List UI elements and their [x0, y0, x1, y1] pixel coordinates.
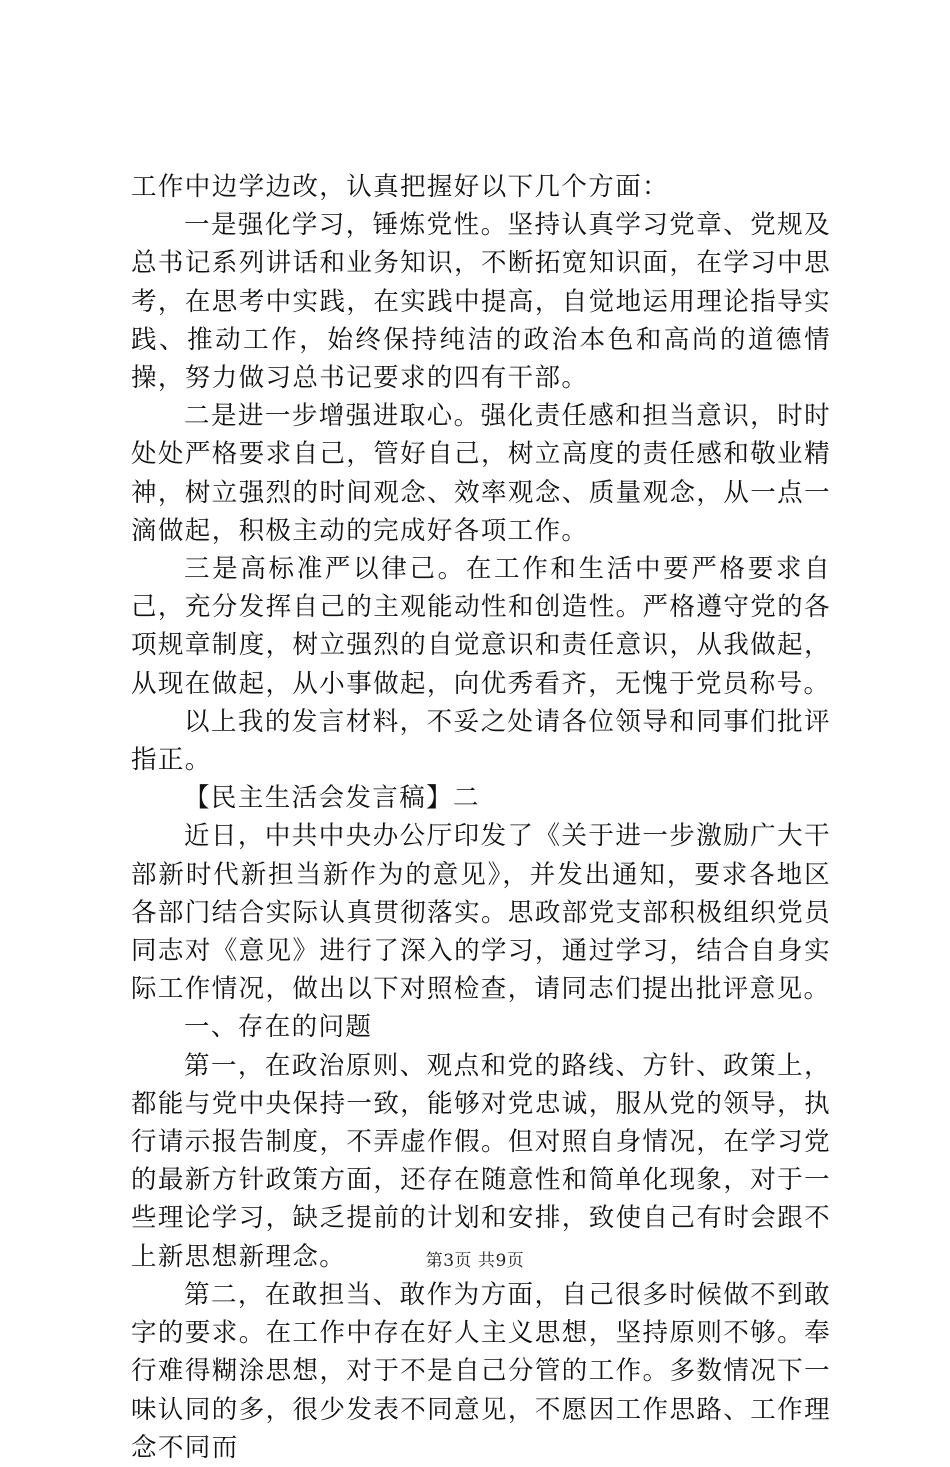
subheading-problems: 一、存在的问题 [184, 1012, 373, 1043]
paragraph-5: 以上我的发言材料，不妥之处请各位领导和同事们批评指正。 [131, 706, 831, 776]
paragraph-8: 第二，在敢担当、敢作为方面，自己很多时候做不到敢字的要求。在工作中存在好人主义思想，坚持原则不够。奉行难得糊涂思想，对于不是自己分管的工作。多数情况下一味认同的多，很少发表不同意见，不愿因工作思路、工作理念不同而 [131, 1279, 831, 1463]
paragraph-1: 工作中边学边改，认真把握好以下几个方面： [131, 172, 670, 202]
paragraph-4: 三是高标准严以律己。在工作和生活中要严格要求自己，充分发挥自己的主观能动性和创造性。严格遵守党的各项规章制度，树立强烈的自觉意识和责任意识，从我做起，从现在做起，从小事做起，向优秀看齐，无愧于党员称号。 [131, 554, 831, 699]
paragraph-3: 二是进一步增强进取心。强化责任感和担当意识，时时处处严格要求自己，管好自己，树立高度的责任感和敬业精神，树立强烈的时间观念、效率观念、质量观念，从一点一滴做起，积极主动的完成好各项工作。 [131, 401, 831, 546]
section-heading-2: 【民主生活会发言稿】二 [184, 783, 480, 814]
paragraph-2: 一是强化学习，锤炼党性。坚持认真学习党章、党规及总书记系列讲话和业务知识，不断拓宽知识面，在学习中思考，在思考中实践，在实践中提高，自觉地运用理论指导实践、推动工作，始终保持纯洁的政治本色和高尚的道德情操，努力做习总书记要求的四有干部。 [131, 210, 831, 394]
paragraph-6: 近日，中共中央办公厅印发了《关于进一步激励广大干部新时代新担当新作为的意见》，并发出通知，要求各地区各部门结合实际认真贯彻落实。思政部党支部积极组织党员同志对《意见》进行了深入的学习，通过学习，结合自身实际工作情况，做出以下对照检查，请同志们提出批评意见。 [131, 821, 831, 1005]
paragraph-7: 第一，在政治原则、观点和党的路线、方针、政策上，都能与党中央保持一致，能够对党忠诚，服从党的领导，执行请示报告制度，不弄虚作假。但对照自身情况，在学习党的最新方针政策方面，还存在随意性和简单化现象，对于一些理论学习，缺乏提前的计划和安排，致使自己有时会跟不上新思想新理念。 [131, 1050, 831, 1272]
page-number-footer: 第3页 共9页 [425, 1251, 525, 1271]
document-body [131, 168, 831, 1467]
